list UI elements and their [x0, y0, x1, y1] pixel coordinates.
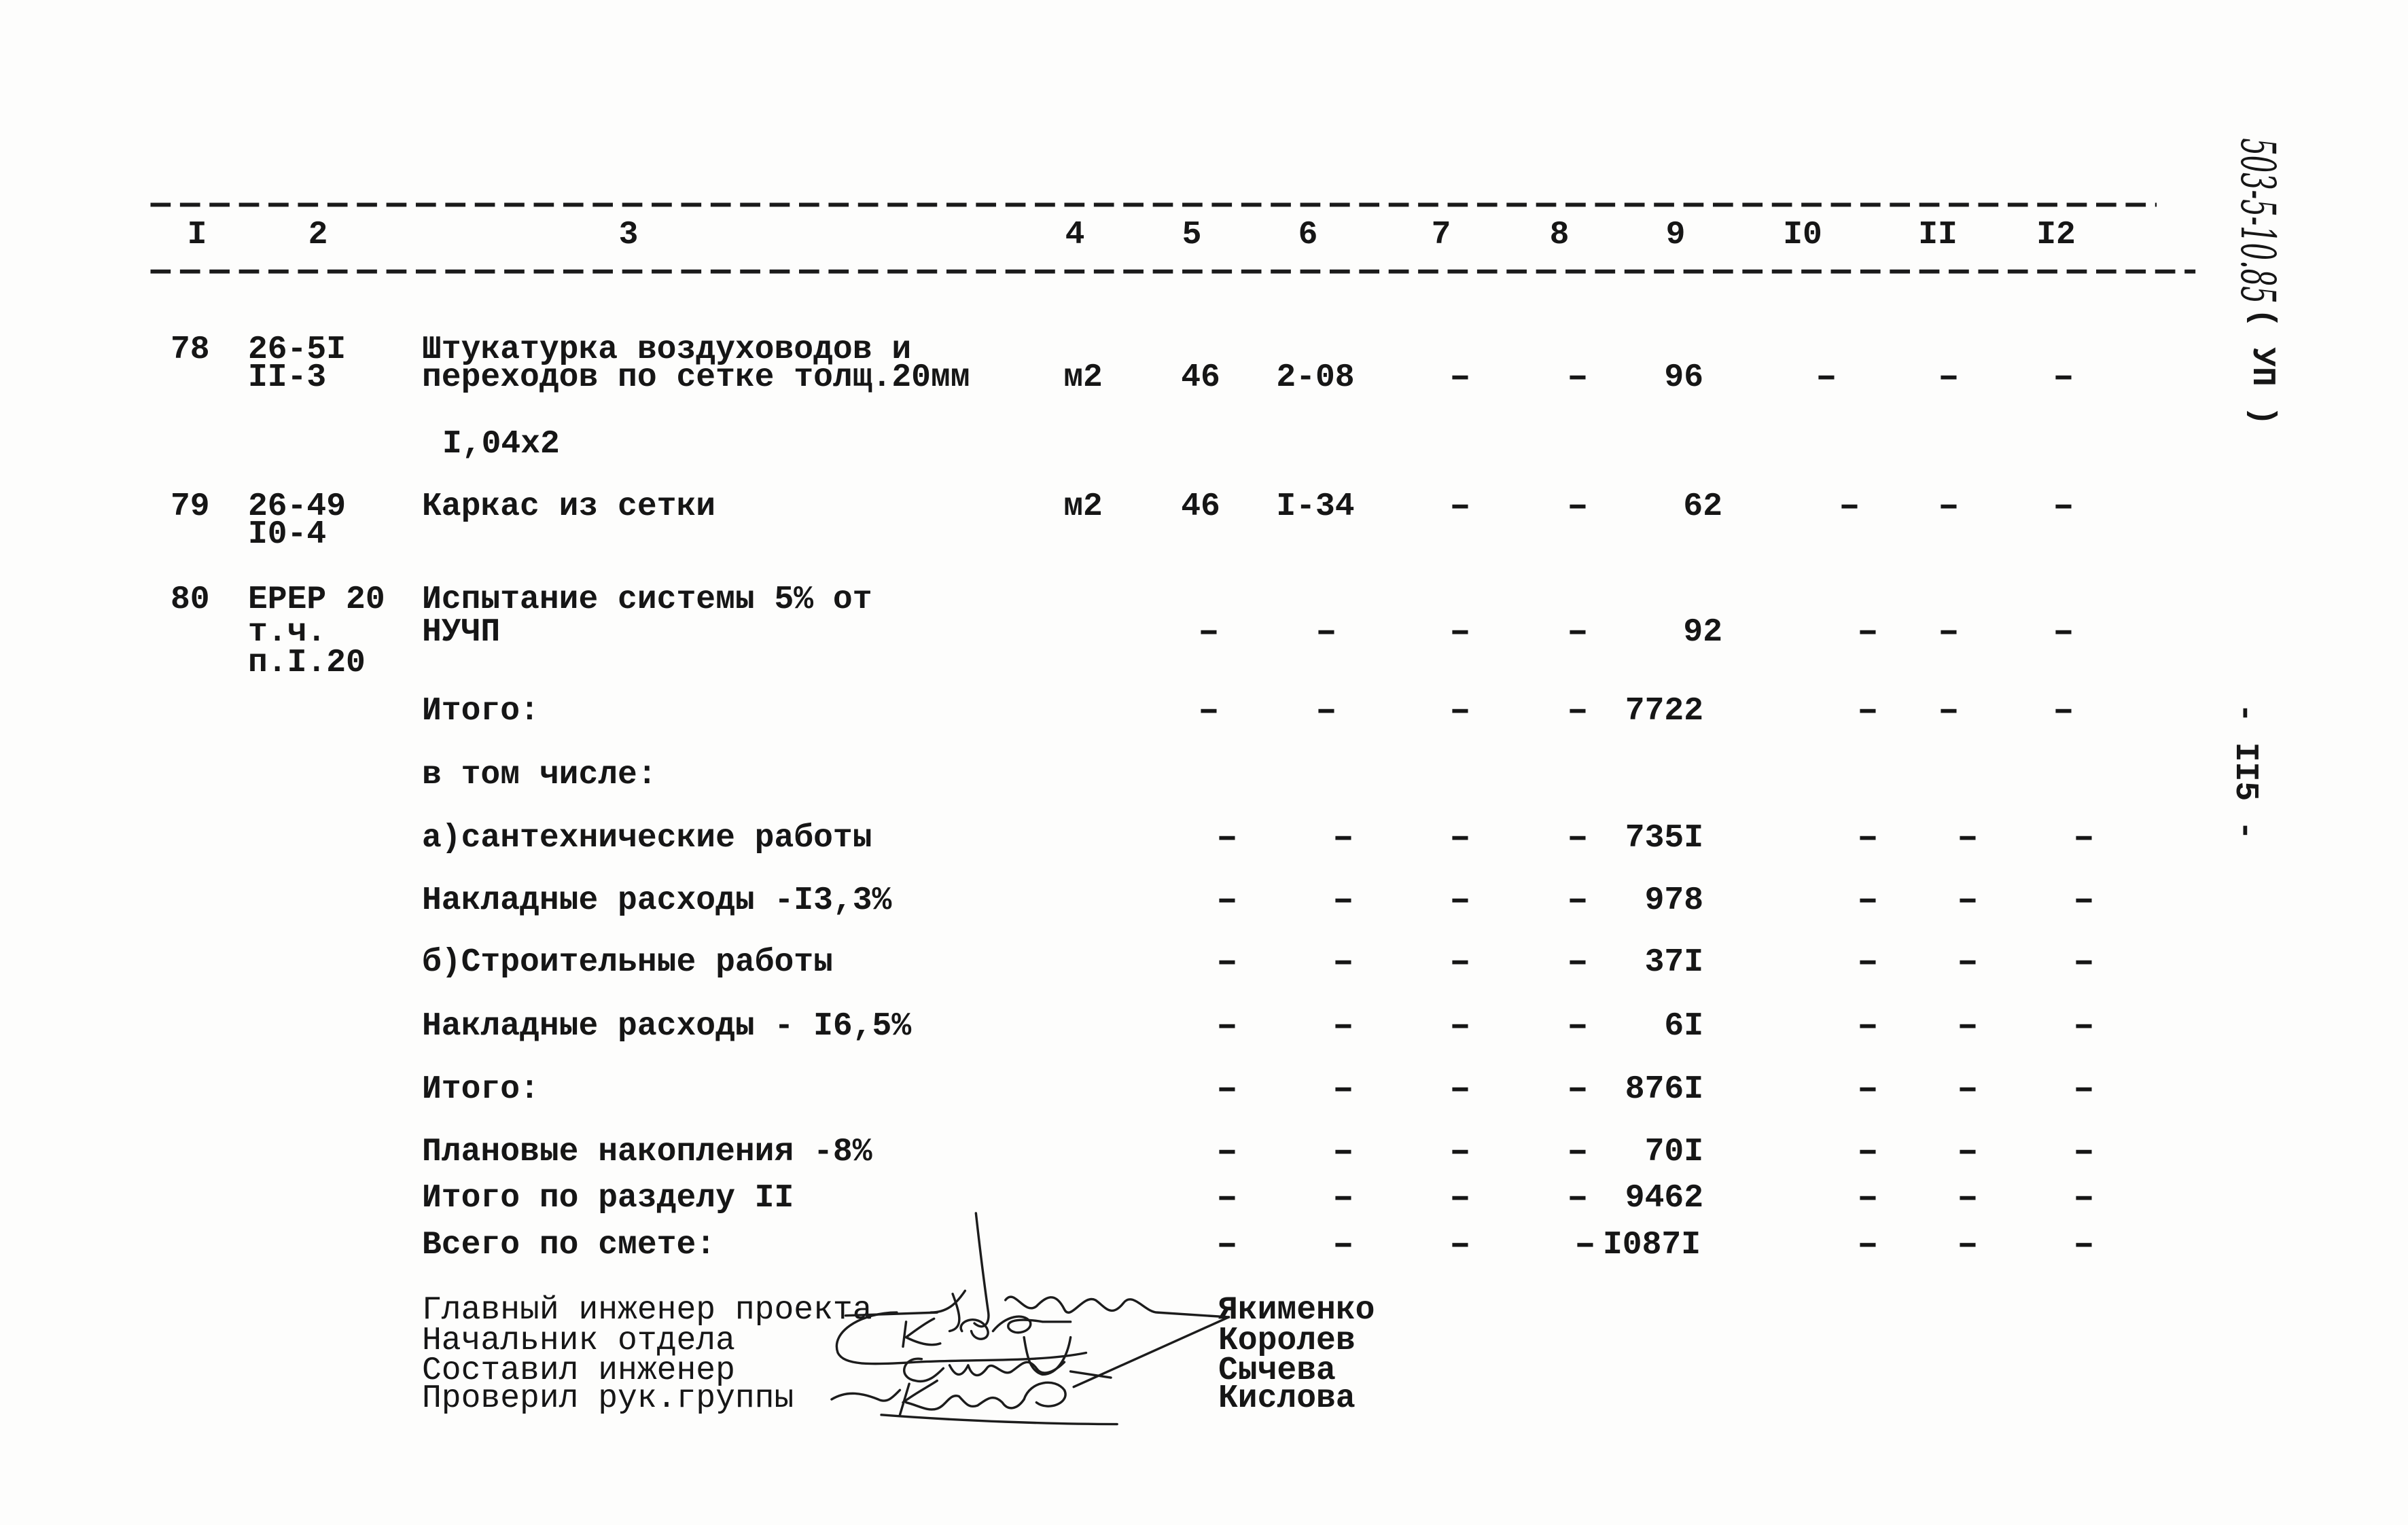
total-cost: 70I — [1644, 1134, 1703, 1170]
col-10-value: - — [1851, 614, 1885, 651]
row-number: 80 — [171, 581, 210, 618]
total-cost: 96 — [1664, 359, 1703, 396]
col-7-value: - — [1443, 1071, 1477, 1108]
work-coefficient-note: I,04x2 — [442, 426, 560, 463]
col-6-value: - — [1326, 1134, 1360, 1170]
signature-title: Начальник отдела — [422, 1323, 735, 1359]
col-11-value: - — [1951, 1227, 1985, 1263]
col-7-value: - — [1443, 944, 1477, 981]
col-8-value: - — [1561, 882, 1595, 919]
row-number: 79 — [171, 488, 210, 525]
col-11-value: - — [1951, 1134, 1985, 1170]
column-header-12: I2 — [2036, 217, 2076, 253]
total-cost: 978 — [1644, 882, 1703, 919]
quantity: - — [1192, 614, 1226, 651]
norm-code: ЕРЕР 20 — [248, 581, 385, 618]
col-6-value: - — [1326, 1180, 1360, 1217]
col-12-value: - — [2067, 1071, 2101, 1108]
summary-label: Накладные расходы - I6,5% — [422, 1008, 912, 1045]
col-6-value: - — [1309, 693, 1343, 730]
col-12-value: - — [2067, 1008, 2101, 1045]
total-cost: 9462 — [1625, 1180, 1703, 1217]
signature-checked-by — [832, 1317, 1229, 1424]
col-11-value: - — [1951, 1180, 1985, 1217]
unit-cost: 2-08 — [1276, 359, 1355, 396]
col-8-value: - — [1561, 1134, 1595, 1170]
total-cost: 6I — [1664, 1008, 1703, 1045]
col-10-value: - — [1851, 1227, 1885, 1263]
col-6-value: - — [1326, 944, 1360, 981]
col-5-value: - — [1210, 882, 1244, 919]
signature-name: Сычева — [1218, 1352, 1336, 1389]
col-12-value: - — [2067, 820, 2101, 857]
col-7-value: - — [1443, 820, 1477, 857]
column-header-10: I0 — [1783, 217, 1822, 253]
unit-cost: - — [1309, 614, 1343, 651]
total-cost: 876I — [1625, 1071, 1703, 1108]
work-description: Каркас из сетки — [422, 488, 716, 525]
col-7-value: - — [1443, 1180, 1477, 1217]
col-5-value: - — [1210, 1008, 1244, 1045]
summary-label: в том числе: — [422, 757, 657, 793]
col-10-value: - — [1851, 1180, 1885, 1217]
col-12-value: - — [2067, 882, 2101, 919]
col-10-value: - — [1851, 1008, 1885, 1045]
col-11-value: - — [1932, 488, 1966, 525]
unit-cost: I-34 — [1276, 488, 1355, 525]
col-7-value: - — [1443, 1134, 1477, 1170]
work-description: НУЧП — [422, 614, 501, 651]
quantity: 46 — [1181, 359, 1220, 396]
col-8-value: - — [1561, 359, 1595, 396]
signature-title: Проверил рук.группы — [422, 1380, 794, 1417]
col-5-value: - — [1210, 944, 1244, 981]
norm-code: п.I.20 — [248, 645, 366, 681]
col-7-value: - — [1443, 1227, 1477, 1263]
document-code-handwritten: 503-5-10.85 — [2230, 138, 2286, 304]
col-11-value: - — [1932, 693, 1966, 730]
column-header-2: 2 — [308, 217, 328, 253]
work-description: переходов по сетке толщ.20мм — [422, 359, 970, 396]
grand-total-cost: I087I — [1602, 1227, 1701, 1263]
signature-name: Королев — [1218, 1323, 1356, 1359]
col-7-value: - — [1443, 693, 1477, 730]
col-11-value: - — [1932, 614, 1966, 651]
col-12-value: - — [2067, 1134, 2101, 1170]
summary-label: Плановые накопления -8% — [422, 1134, 872, 1170]
col-5-value: - — [1210, 1227, 1244, 1263]
col-7-value: - — [1443, 1008, 1477, 1045]
column-header-5: 5 — [1182, 217, 1202, 253]
norm-code: т.ч. — [248, 614, 327, 651]
col-12-value: - — [2047, 359, 2081, 396]
quantity: 46 — [1181, 488, 1220, 525]
col-7-value: - — [1443, 488, 1477, 525]
col-5-value: - — [1210, 1134, 1244, 1170]
col-12-value: - — [2067, 1180, 2101, 1217]
work-description: Испытание системы 5% от — [422, 581, 872, 618]
col-10-value: - — [1851, 1071, 1885, 1108]
signature-title: Составил инженер — [422, 1352, 735, 1389]
col-10-value: - — [1809, 359, 1843, 396]
col-5-value: - — [1192, 693, 1226, 730]
unit-of-measure: м2 — [1063, 488, 1103, 525]
col-8-value: - — [1561, 1180, 1595, 1217]
row-number: 78 — [171, 331, 210, 368]
summary-label: Итого по разделу II — [422, 1180, 794, 1217]
col-6-value: - — [1326, 820, 1360, 857]
signature-name: Якименко — [1218, 1292, 1375, 1329]
column-header-9: 9 — [1665, 217, 1686, 253]
page-number: - II5 - — [2227, 703, 2263, 840]
signature-title: Главный инженер проекта — [422, 1292, 872, 1329]
col-10-value: - — [1851, 693, 1885, 730]
col-11-value: - — [1951, 1008, 1985, 1045]
summary-label: Итого: — [422, 693, 539, 730]
unit-of-measure: м2 — [1063, 359, 1103, 396]
col-8-value: - — [1561, 693, 1595, 730]
summary-label: Итого: — [422, 1071, 539, 1108]
work-description: Штукатурка воздуховодов и — [422, 331, 912, 368]
col-11-value: - — [1951, 1071, 1985, 1108]
column-header-8: 8 — [1549, 217, 1570, 253]
col-6-value: - — [1326, 1227, 1360, 1263]
column-header-4: 4 — [1065, 217, 1085, 253]
column-header-7: 7 — [1431, 217, 1451, 253]
col-11-value: - — [1932, 359, 1966, 396]
signature-chief-engineer — [846, 1213, 1229, 1331]
column-header-11: II — [1918, 217, 1958, 253]
col-5-value: - — [1210, 1180, 1244, 1217]
document-code-suffix: ( УП ) — [2244, 308, 2280, 426]
col-12-value: - — [2047, 488, 2081, 525]
summary-label: Накладные расходы -I3,3% — [422, 882, 892, 919]
col-8-value: - — [1568, 1227, 1602, 1263]
col-10-value: - — [1851, 1134, 1885, 1170]
col-10-value: - — [1851, 944, 1885, 981]
col-12-value: - — [2067, 1227, 2101, 1263]
signature-department-head — [836, 1312, 1086, 1374]
col-8-value: - — [1561, 488, 1595, 525]
col-11-value: - — [1951, 944, 1985, 981]
col-12-value: - — [2047, 693, 2081, 730]
col-5-value: - — [1210, 1071, 1244, 1108]
col-6-value: - — [1326, 882, 1360, 919]
summary-label: Всего по смете: — [422, 1227, 716, 1263]
col-7-value: - — [1443, 614, 1477, 651]
col-8-value: - — [1561, 614, 1595, 651]
column-header-6: 6 — [1298, 217, 1318, 253]
col-8-value: - — [1561, 944, 1595, 981]
signature-compiled-by — [904, 1359, 1111, 1381]
col-6-value: - — [1326, 1071, 1360, 1108]
column-header-3: 3 — [618, 217, 639, 253]
column-header-1: I — [187, 217, 207, 253]
col-10-value: - — [1851, 820, 1885, 857]
norm-code: I0-4 — [248, 516, 327, 553]
total-cost: 37I — [1644, 944, 1703, 981]
norm-code: 26-49 — [248, 488, 347, 525]
total-cost: 735I — [1625, 820, 1703, 857]
col-11-value: - — [1951, 820, 1985, 857]
signature-name: Кислова — [1218, 1380, 1356, 1417]
col-8-value: - — [1561, 1071, 1595, 1108]
col-5-value: - — [1210, 820, 1244, 857]
summary-label: б)Строительные работы — [422, 944, 833, 981]
col-10-value: - — [1832, 488, 1866, 525]
col-7-value: - — [1443, 882, 1477, 919]
col-8-value: - — [1561, 1008, 1595, 1045]
total-cost: 62 — [1683, 488, 1722, 525]
col-12-value: - — [2067, 944, 2101, 981]
col-11-value: - — [1951, 882, 1985, 919]
col-8-value: - — [1561, 820, 1595, 857]
summary-label: а)сантехнические работы — [422, 820, 872, 857]
total-cost: 7722 — [1625, 693, 1703, 730]
col-7-value: - — [1443, 359, 1477, 396]
col-6-value: - — [1326, 1008, 1360, 1045]
col-10-value: - — [1851, 882, 1885, 919]
norm-code: II-3 — [248, 359, 327, 396]
total-cost: 92 — [1683, 614, 1722, 651]
norm-code: 26-5I — [248, 331, 347, 368]
col-12-value: - — [2047, 614, 2081, 651]
